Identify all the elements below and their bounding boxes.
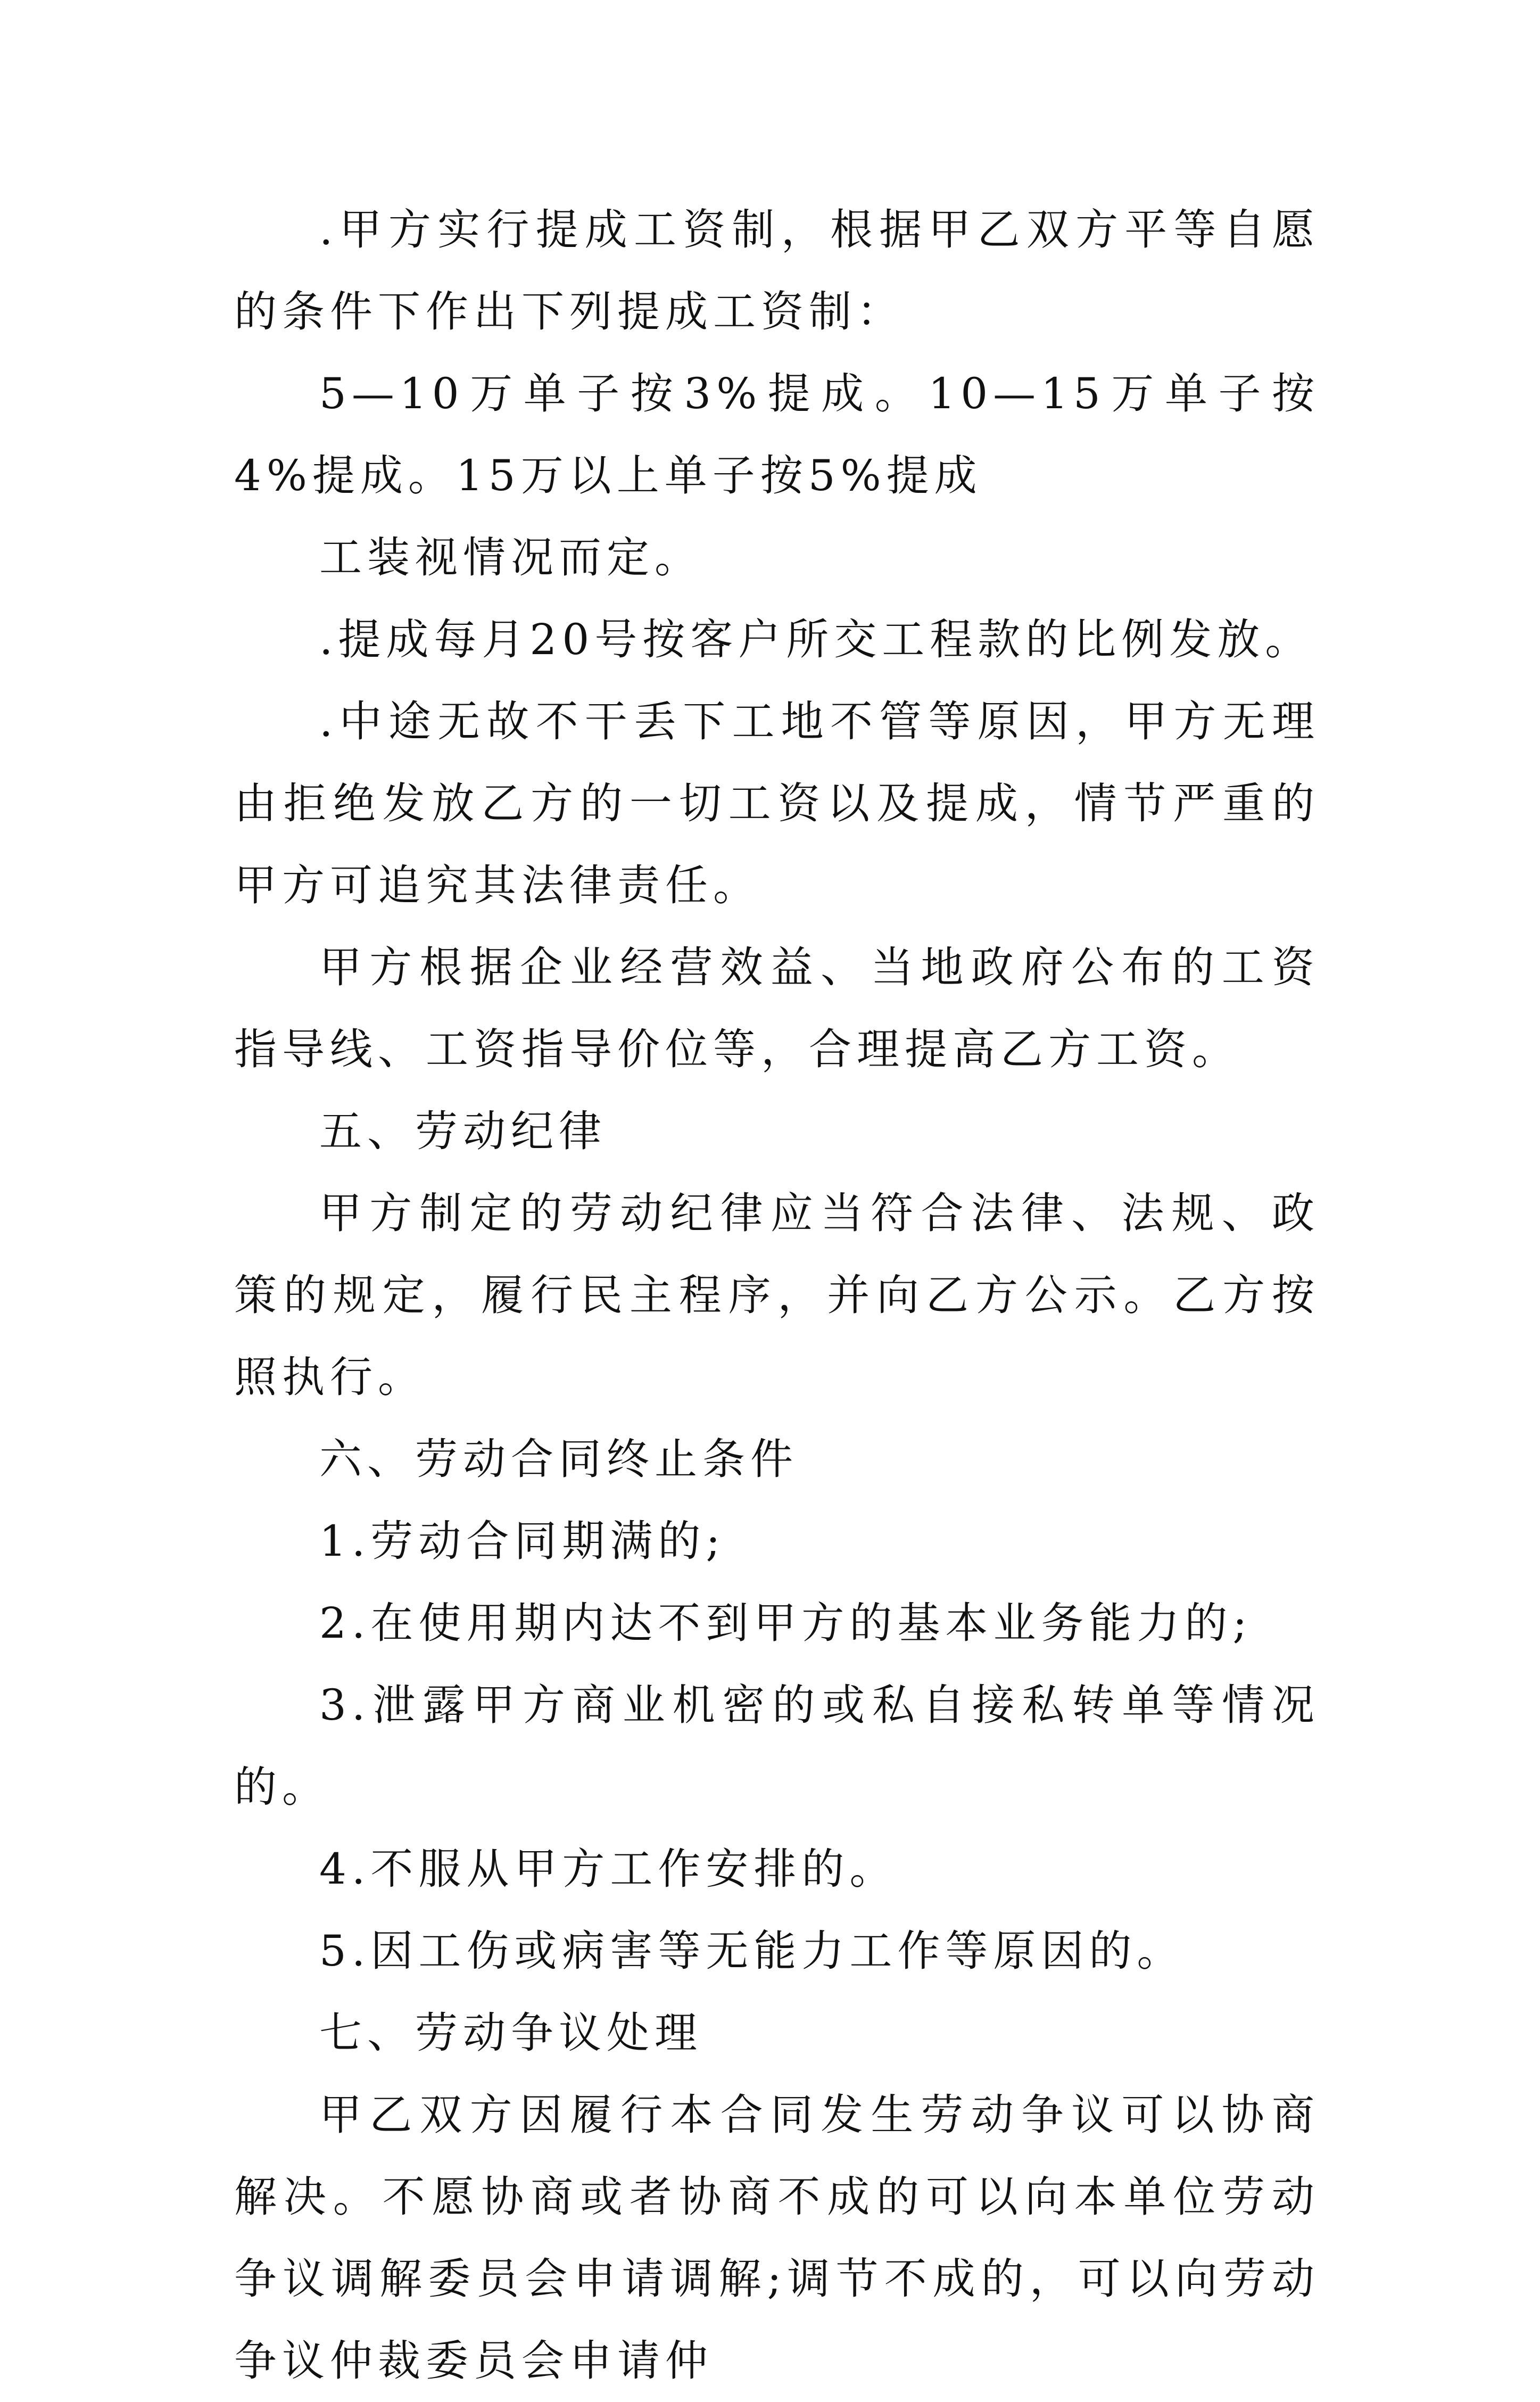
section-heading-termination: 六、劳动合同终止条件	[319, 1434, 798, 1484]
list-item-termination-1: 1.劳动合同期满的;	[319, 1516, 726, 1566]
paragraph-commission-payment: .提成每月20号按客户所交工程款的比例发放。	[319, 615, 1313, 664]
list-item-termination-2: 2.在使用期内达不到甲方的基本业务能力的;	[319, 1598, 1253, 1648]
section-heading-dispute: 七、劳动争议处理	[319, 2008, 702, 2058]
paragraph-labor-discipline: 甲方制定的劳动纪律应当符合法律、法规、政策的规定，履行民主程序，并向乙方公示。乙方按照执行。	[234, 1188, 1320, 1402]
section-heading-labor-discipline: 五、劳动纪律	[319, 1107, 607, 1156]
paragraph-commission-system: .甲方实行提成工资制，根据甲乙双方平等自愿的条件下作出下列提成工资制：	[234, 205, 1320, 336]
list-item-termination-3: 3.泄露甲方商业机密的或私自接私转单等情况的。	[234, 1680, 1320, 1812]
paragraph-workwear: 工装视情况而定。	[319, 533, 702, 582]
paragraph-abandonment-clause: .中途无故不干丢下工地不管等原因，甲方无理由拒绝发放乙方的一切工资以及提成，情节严重的甲方可追究其法律责任。	[234, 697, 1320, 910]
paragraph-dispute-resolution: 甲乙双方因履行本合同发生劳动争议可以协商解决。不愿协商或者协商不成的可以向本单位劳动争议调解委员会申请调解;调节不成的，可以向劳动争议仲裁委员会申请仲	[234, 2090, 1320, 2386]
list-item-termination-5: 5.因工伤或病害等无能力工作等原因的。	[319, 1926, 1185, 1976]
paragraph-commission-rates: 5—10万单子按3%提成。10—15万单子按4%提成。15万以上单子按5%提成	[234, 369, 1320, 500]
list-item-termination-4: 4.不服从甲方工作安排的。	[319, 1844, 898, 1894]
document-body	[234, 189, 1320, 2402]
paragraph-wage-increase: 甲方根据企业经营效益、当地政府公布的工资指导线、工资指导价位等，合理提高乙方工资。	[234, 943, 1320, 1074]
